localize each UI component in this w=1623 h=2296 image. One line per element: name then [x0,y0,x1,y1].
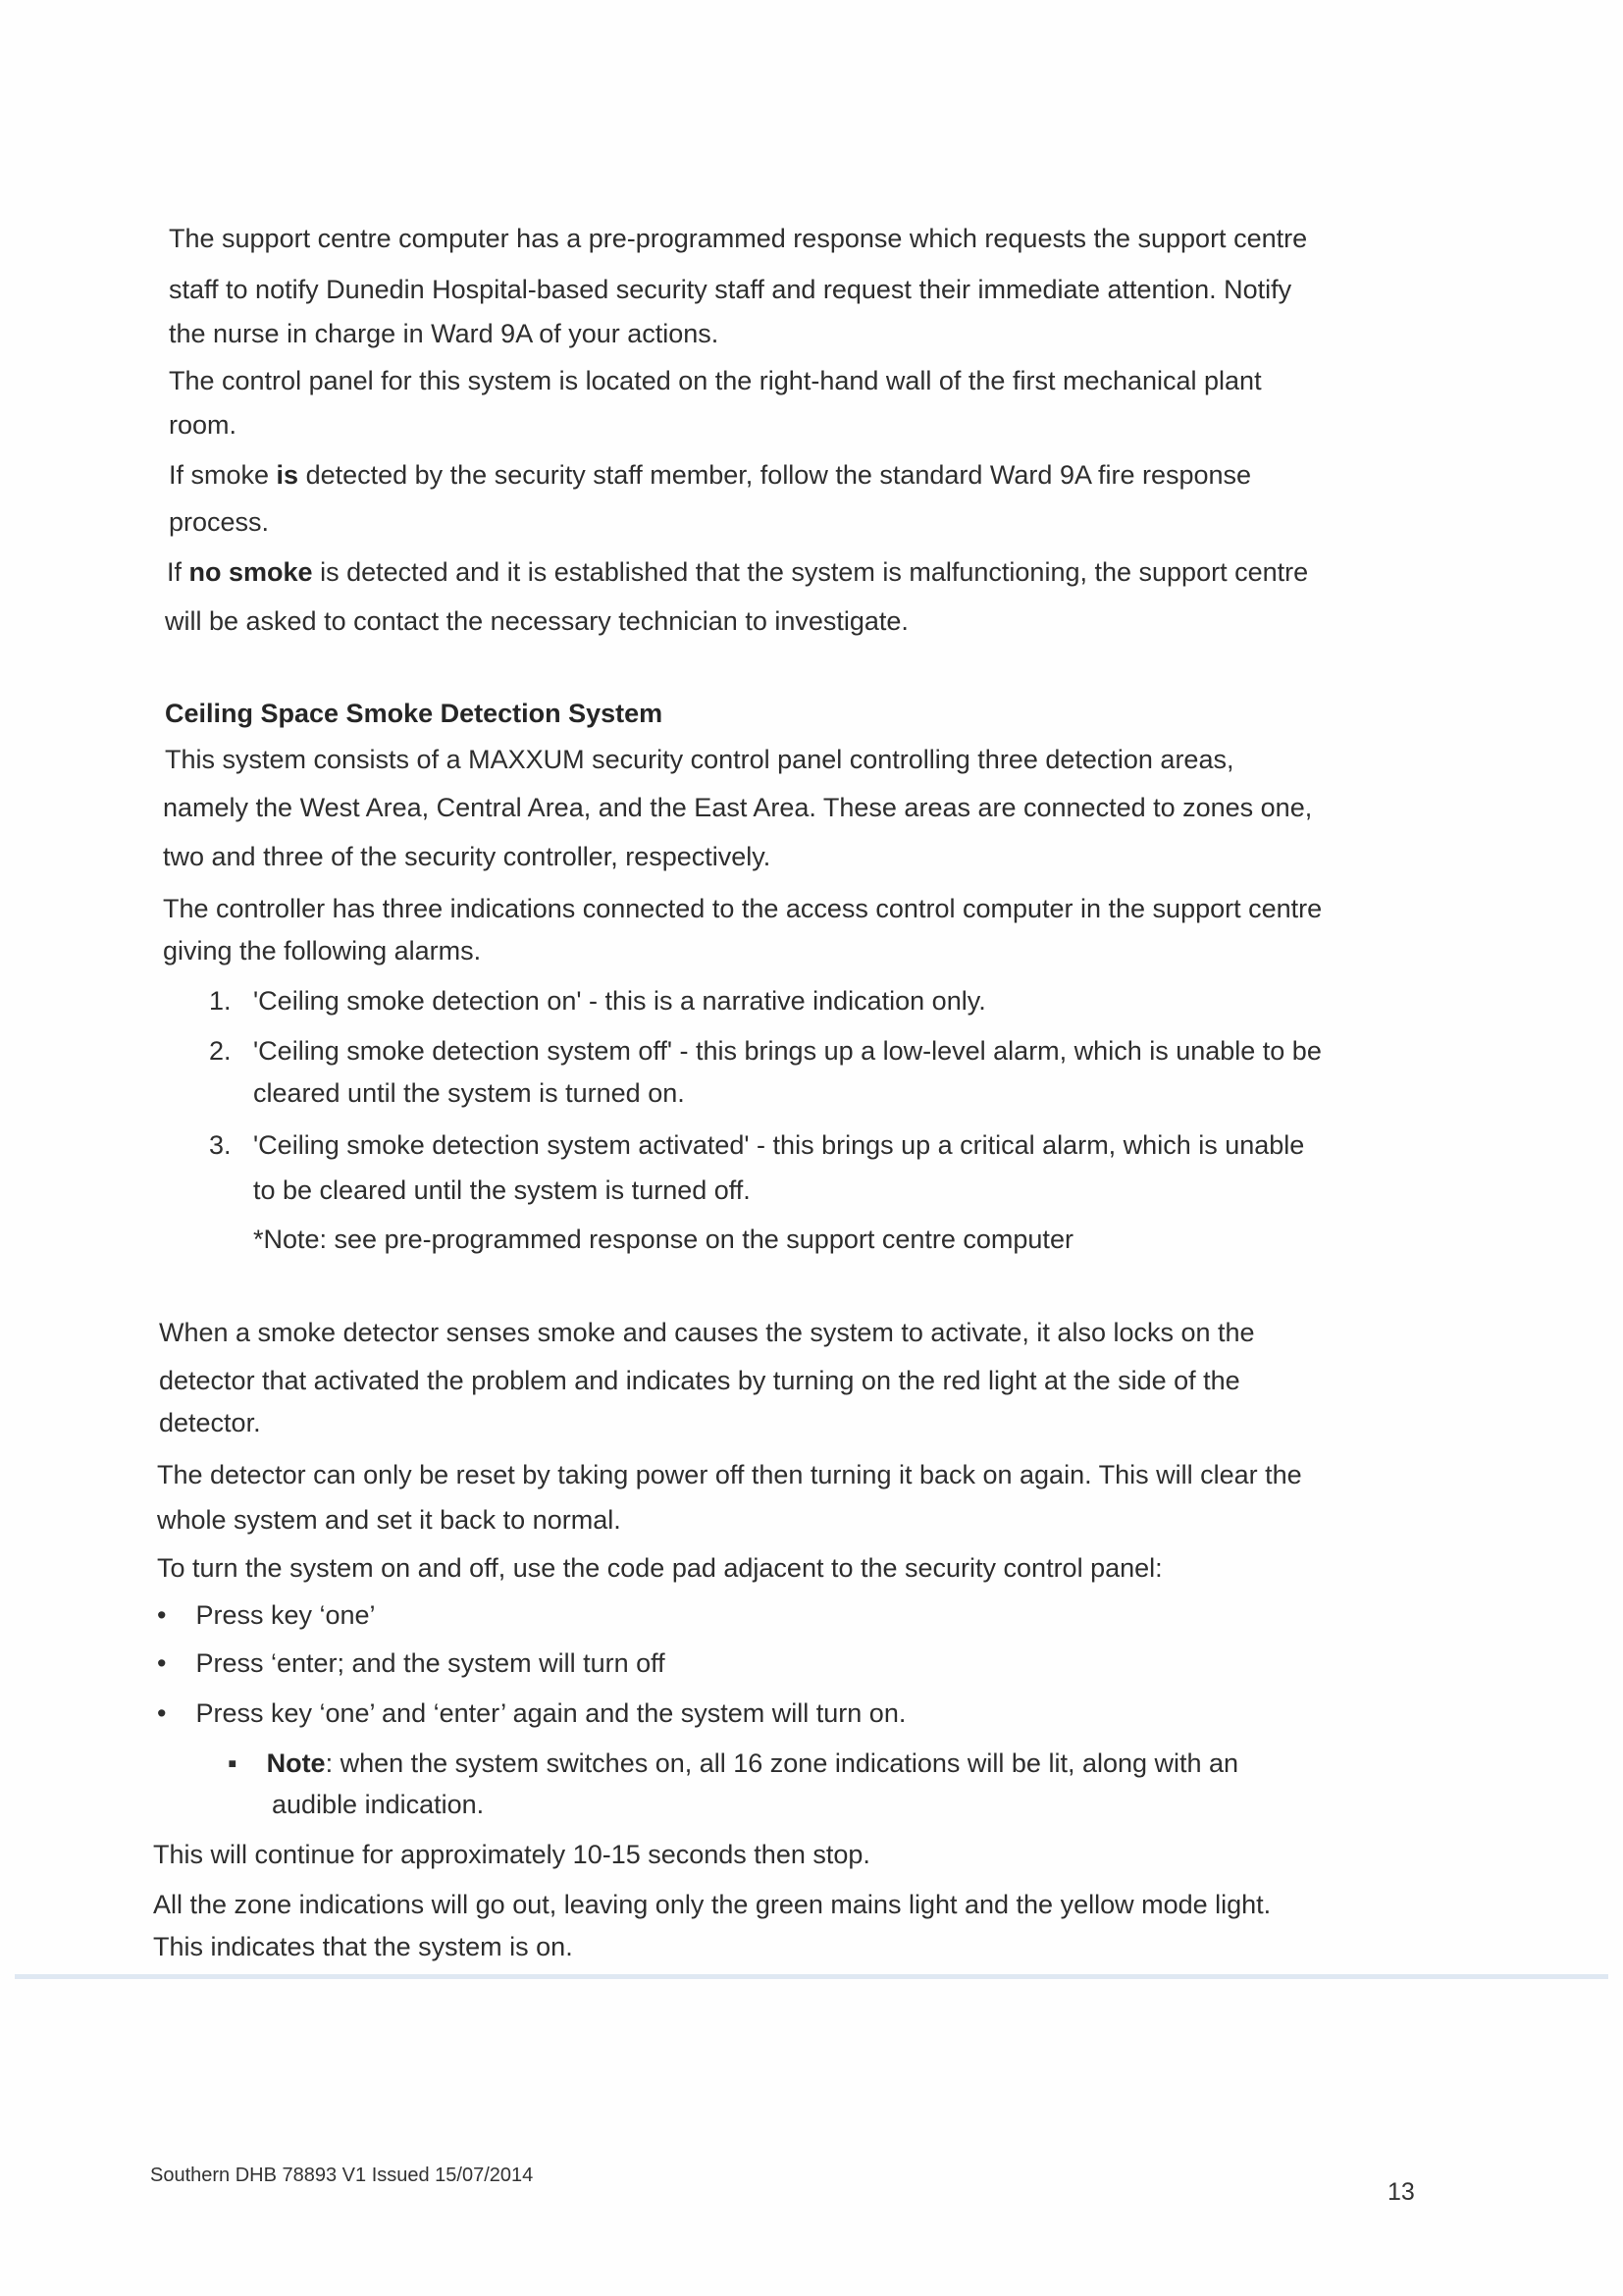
text-run: • Press key ‘one’ and ‘enter’ again and the system will turn on. [157,1698,907,1728]
bold-text: Ceiling Space Smoke Detection System [165,699,663,728]
text-line [209,983,986,1018]
text-run: audible indication. [272,1790,485,1819]
text-run: the nurse in charge in Ward 9A of your actions. [169,319,719,348]
text-run: 2. 'Ceiling smoke detection system off' - this brings up a low-level alarm, which is unable to be [209,1036,1322,1066]
text-run: cleared until the system is turned on. [253,1078,685,1108]
text-run: When a smoke detector senses smoke and causes the system to activate, it also locks on the [159,1318,1255,1347]
text-line [163,839,770,874]
text-line [157,1597,376,1633]
text-line [169,221,1307,256]
text-line [169,272,1291,307]
text-run: 3. 'Ceiling smoke detection system activated' - this brings up a critical alarm, which is unable [209,1130,1305,1160]
bold-text: Note [266,1748,326,1778]
text-line [157,1550,1163,1586]
text-run: staff to notify Dunedin Hospital-based security staff and request their immediate attention. Notify [169,275,1292,304]
text-run: ▪ [228,1748,267,1778]
text-line [153,1929,573,1964]
bold-text: is [276,460,299,490]
text-run: This system consists of a MAXXUM security control panel controlling three detection areas, [165,745,1234,774]
text-run: : when the system switches on, all 16 zone indications will be lit, along with an [325,1748,1239,1778]
text-run: detector. [159,1408,261,1437]
text-run: The controller has three indications connected to the access control computer in the support centre [163,894,1323,923]
text-line [153,1837,870,1872]
text-run: The control panel for this system is located on the right-hand wall of the first mechanical plant [169,366,1262,395]
text-line [253,1222,1073,1257]
text-line [169,457,1251,493]
text-line [253,1173,751,1208]
text-run: This will continue for approximately 10-15 seconds then stop. [153,1840,870,1869]
text-line [272,1787,484,1822]
text-run: room. [169,410,237,440]
text-line [153,1887,1271,1922]
text-line [209,1127,1304,1163]
text-line [228,1746,1238,1781]
text-run: process. [169,507,270,537]
text-line [169,504,269,540]
text-line [163,790,1312,825]
footer-doc-ref: Southern DHB 78893 V1 Issued 15/07/2014 [150,2165,534,2186]
text-line [165,603,909,639]
text-run: detected by the security staff member, follow the standard Ward 9A fire response [298,460,1252,490]
bold-text: no smoke [188,557,313,587]
text-line [157,1696,906,1731]
divider [15,1974,1608,1979]
text-line [157,1645,665,1681]
text-line [159,1363,1240,1398]
text-line [159,1405,261,1440]
text-run: The support centre computer has a pre-programmed response which requests the support centre [169,224,1308,253]
text-run: is detected and it is established that the system is malfunctioning, the support centre [312,557,1309,587]
text-line [253,1075,685,1111]
text-line [209,1033,1322,1069]
text-run: • Press key ‘one’ [157,1600,376,1630]
text-run: whole system and set it back to normal. [157,1505,621,1535]
text-run: detector that activated the problem and indicates by turning on the red light at the side of the [159,1366,1240,1395]
text-run: The detector can only be reset by taking power off then turning it back on again. This will clear the [157,1460,1302,1489]
text-run: • Press ‘enter; and the system will turn off [157,1648,665,1678]
text-run: All the zone indications will go out, leaving only the green mains light and the yellow mode light. [153,1890,1272,1919]
text-line [167,554,1308,590]
text-run: namely the West Area, Central Area, and the East Area. These areas are connected to zones one, [163,793,1313,822]
text-run: If [167,557,189,587]
text-run: to be cleared until the system is turned off. [253,1175,751,1205]
page-number: 13 [1387,2178,1415,2206]
text-line [163,891,1322,926]
text-run: two and three of the security controller, respectively. [163,842,771,871]
text-run: will be asked to contact the necessary technician to investigate. [165,606,909,636]
text-run: *Note: see pre-programmed response on the support centre computer [253,1225,1073,1254]
text-line [169,407,236,443]
text-run: If smoke [169,460,277,490]
text-run: This indicates that the system is on. [153,1932,573,1961]
text-run: giving the following alarms. [163,936,482,965]
text-line [165,742,1233,777]
text-line [169,316,718,351]
text-line [165,696,662,731]
text-line [163,933,481,968]
text-line [157,1502,621,1538]
text-run: 1. 'Ceiling smoke detection on' - this is a narrative indication only. [209,986,986,1016]
text-run: To turn the system on and off, use the code pad adjacent to the security control panel: [157,1553,1163,1583]
text-line [157,1457,1302,1492]
text-line [159,1315,1255,1350]
text-line [169,363,1262,398]
